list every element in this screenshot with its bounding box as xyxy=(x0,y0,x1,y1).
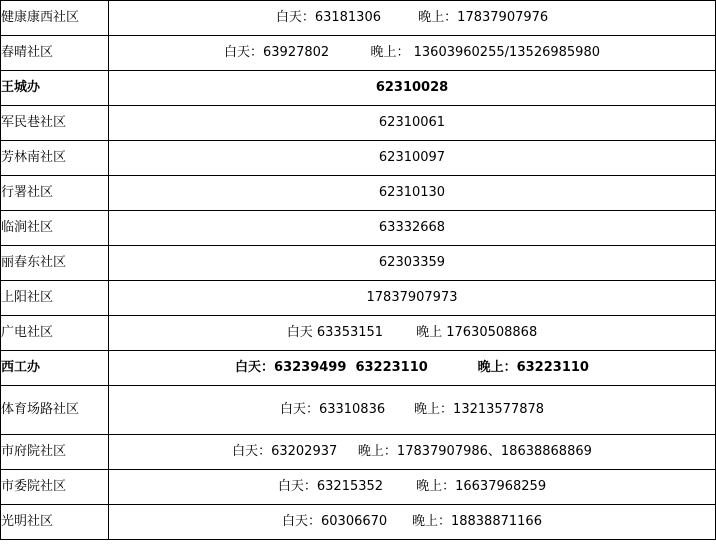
unit-name-cell: 西工办 xyxy=(1,351,109,386)
phone-number-cell xyxy=(109,211,716,246)
phone-number-cell xyxy=(109,246,716,281)
phone-number-cell xyxy=(109,1,716,36)
phone-number-cell xyxy=(109,71,716,106)
phone-number-text: 62303359 xyxy=(378,255,446,270)
unit-name-cell: 市府院社区 xyxy=(1,435,109,470)
table-row xyxy=(1,141,716,176)
table-row xyxy=(1,435,716,470)
phone-number-cell xyxy=(109,470,716,505)
table-row xyxy=(1,106,716,141)
phone-number-cell xyxy=(109,386,716,435)
phone-number-text: 白天：63927802 晚上： 13603960255/13526985980 xyxy=(224,45,600,60)
table-row xyxy=(1,281,716,316)
unit-name-cell: 健康康西社区 xyxy=(1,1,109,36)
table-row xyxy=(1,71,716,106)
unit-name-cell: 春晴社区 xyxy=(1,36,109,71)
phone-number-text: 白天：60306670 晚上：18838871166 xyxy=(282,514,542,529)
phone-number-text: 62310028 xyxy=(375,80,449,95)
table-row xyxy=(1,176,716,211)
phone-number-cell xyxy=(109,351,716,386)
unit-name-cell: 广电社区 xyxy=(1,316,109,351)
contact-table-body xyxy=(1,1,716,540)
unit-name-cell: 行署社区 xyxy=(1,176,109,211)
phone-number-text: 62310061 xyxy=(378,115,446,130)
phone-number-text: 白天 63353151 晚上 17630508868 xyxy=(286,325,538,340)
phone-number-cell xyxy=(109,36,716,71)
phone-number-text: 17837907973 xyxy=(366,290,458,305)
unit-name-cell: 军民巷社区 xyxy=(1,106,109,141)
table-row xyxy=(1,1,716,36)
phone-number-text: 白天：63202937 晚上：17837907986、18638868869 xyxy=(232,444,592,459)
unit-name-cell: 临涧社区 xyxy=(1,211,109,246)
table-row xyxy=(1,505,716,540)
phone-number-text: 62310097 xyxy=(378,150,446,165)
phone-number-cell xyxy=(109,435,716,470)
unit-name-cell: 芳林南社区 xyxy=(1,141,109,176)
phone-number-cell xyxy=(109,176,716,211)
table-row xyxy=(1,351,716,386)
phone-number-cell xyxy=(109,505,716,540)
unit-name-cell: 丽春东社区 xyxy=(1,246,109,281)
phone-number-cell xyxy=(109,316,716,351)
table-row xyxy=(1,316,716,351)
phone-number-text: 白天：63239499 63223110 晚上：63223110 xyxy=(235,360,589,375)
table-row xyxy=(1,386,716,435)
phone-number-text: 62310130 xyxy=(378,185,446,200)
phone-number-text: 白天：63310836 晚上：13213577878 xyxy=(279,402,545,417)
table-row xyxy=(1,211,716,246)
phone-number-text: 63332668 xyxy=(378,220,446,235)
unit-name-cell: 光明社区 xyxy=(1,505,109,540)
unit-name-cell: 体育场路社区 xyxy=(1,386,109,435)
phone-number-text: 白天：63181306 晚上：17837907976 xyxy=(275,10,549,25)
unit-name-cell: 上阳社区 xyxy=(1,281,109,316)
unit-name-cell: 市委院社区 xyxy=(1,470,109,505)
table-row xyxy=(1,246,716,281)
table-row xyxy=(1,470,716,505)
phone-number-text: 白天：63215352 晚上：16637968259 xyxy=(277,479,547,494)
table-row xyxy=(1,36,716,71)
phone-number-cell xyxy=(109,106,716,141)
unit-name-cell: 王城办 xyxy=(1,71,109,106)
phone-number-cell xyxy=(109,141,716,176)
phone-number-cell xyxy=(109,281,716,316)
